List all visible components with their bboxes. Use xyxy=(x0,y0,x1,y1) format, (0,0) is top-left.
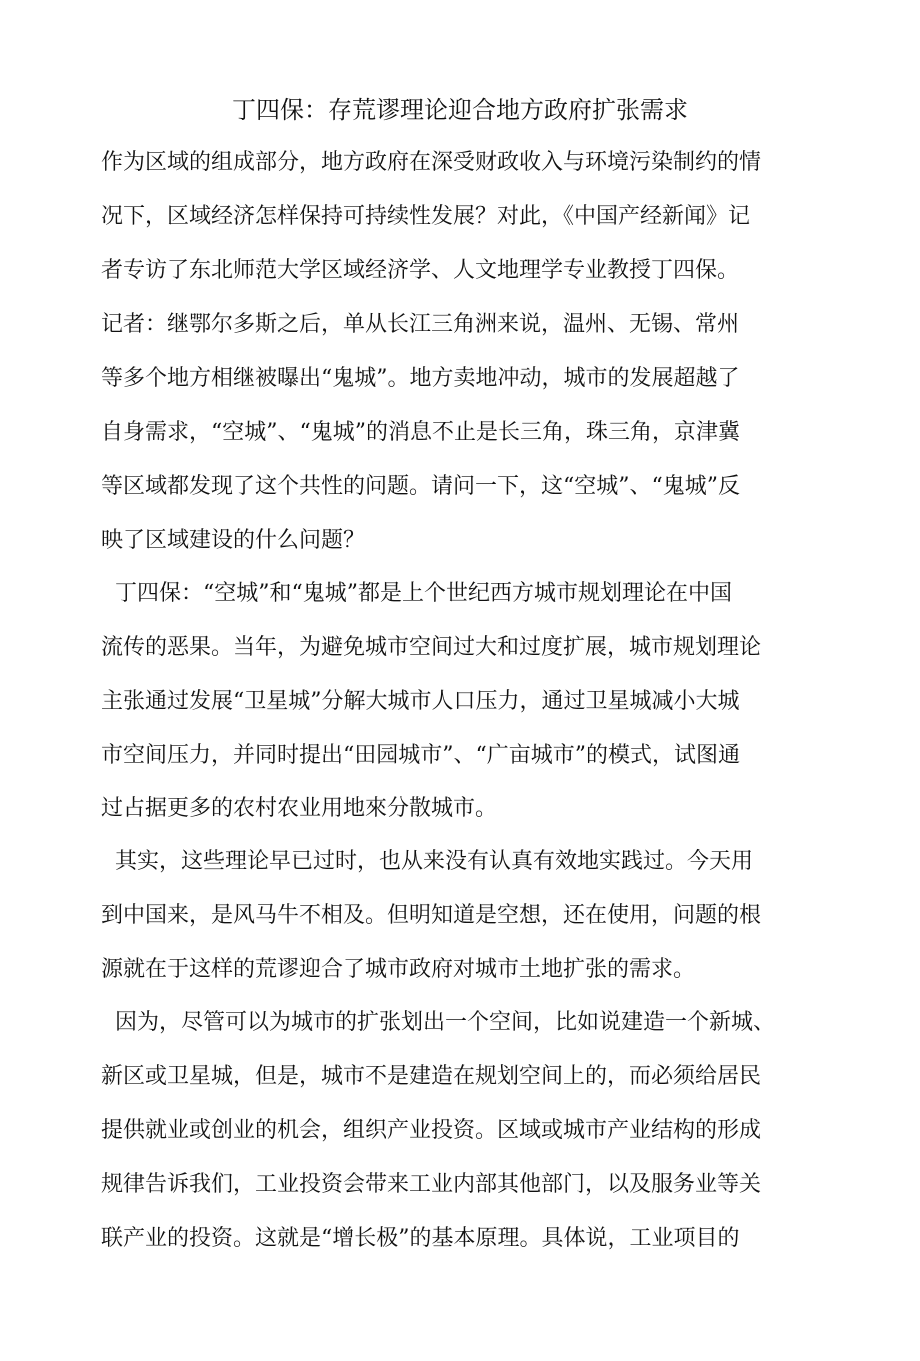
text-line: 主张通过发展“卫星城”分解大城市人口压力，通过卫星城减小大城 xyxy=(101,689,740,714)
text-line: 作为区域的组成部分，地方政府在深受财政收入与环境污染制约的情 xyxy=(101,150,762,175)
text-line: 因为，尽管可以为城市的扩张划出一个空间，比如说建造一个新城、 xyxy=(101,1010,775,1035)
text-line: 况下，区域经济怎样保持可持续性发展？对此，《中国产经新闻》记 xyxy=(101,204,751,229)
text-line: 流传的恶果。当年，为避免城市空间过大和过度扩展，城市规划理论 xyxy=(101,635,762,660)
text-line: 等区域都发现了这个共性的问题。请问一下，这“空城”、“鬼城”反 xyxy=(101,474,740,499)
text-line: 自身需求，“空城”、“鬼城”的消息不止是长三角，珠三角，京津冀 xyxy=(101,420,740,445)
text-line: 其实，这些理论早已过时，也从来没有认真有效地实践过。今天用 xyxy=(101,849,753,874)
text-line: 过占据更多的农村农业用地來分散城市。 xyxy=(101,796,498,821)
text-line: 新区或卫星城，但是，城市不是建造在规划空间上的，而必须给居民 xyxy=(101,1064,762,1089)
text-line: 市空间压力，并同时提出“田园城市”、“广亩城市”的模式，试图通 xyxy=(101,743,740,768)
text-line: 等多个地方相继被曝出“鬼城”。地方卖地冲动，城市的发展超越了 xyxy=(101,366,740,391)
text-line: 规律告诉我们，工业投资会带来工业内部其他部门，以及服务业等关 xyxy=(101,1172,762,1197)
text-line: 源就在于这样的荒谬迎合了城市政府对城市土地扩张的需求。 xyxy=(101,957,696,982)
text-line: 丁四保：“空城”和“鬼城”都是上个世纪西方城市规划理论在中国 xyxy=(101,581,732,606)
text-line: 到中国来，是风马牛不相及。但明知道是空想，还在使用，问题的根 xyxy=(101,903,762,928)
text-line: 联产业的投资。这就是“增长极”的基本原理。具体说，工业项目的 xyxy=(101,1226,740,1251)
text-line: 记者：继鄂尔多斯之后，单从长江三角洲来说，温州、无锡、常州 xyxy=(101,312,740,337)
text-line: 提供就业或创业的机会，组织产业投资。区域或城市产业结构的形成 xyxy=(101,1118,762,1143)
text-line: 映了区域建设的什么问题？ xyxy=(101,528,366,553)
document-title: 丁四保：存荒谬理论迎合地方政府扩张需求 xyxy=(232,96,688,124)
text-line: 者专访了东北师范大学区域经济学、人文地理学专业教授丁四保。 xyxy=(101,258,740,283)
